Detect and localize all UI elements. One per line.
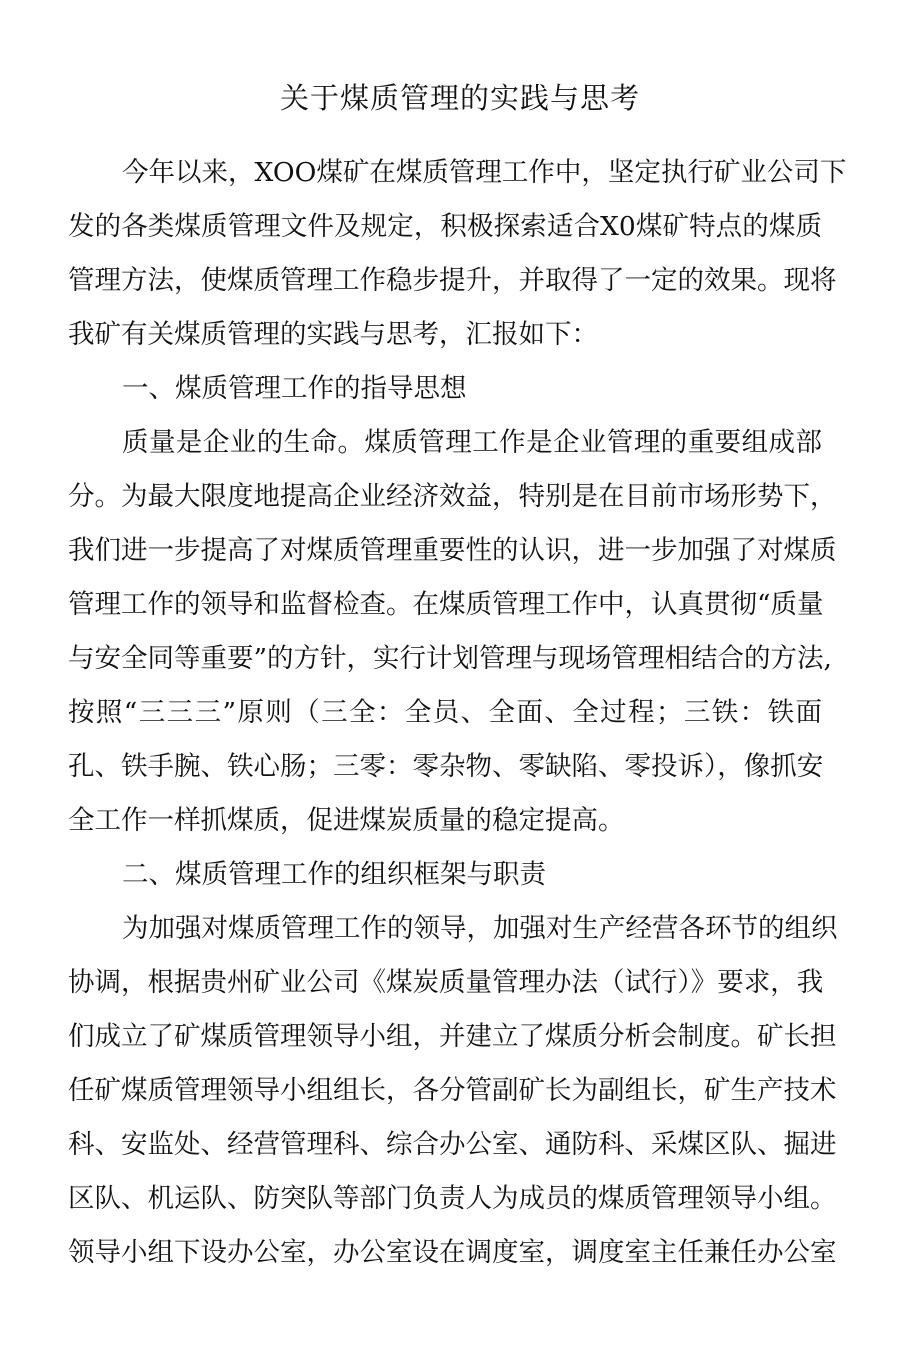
paragraph-line: 全工作一样抓煤质，促进煤炭质量的稳定提高。 [68, 805, 625, 836]
section-heading: 二、煤质管理工作的组织框架与职责 [122, 859, 546, 890]
paragraph-line: 与安全同等重要”的方针，实行计划管理与现场管理相结合的方法, [68, 643, 832, 674]
paragraph-line: 科、安监处、经营管理科、综合办公室、通防科、采煤区队、掘进 [68, 1129, 837, 1160]
paragraph-line: 我们进一步提高了对煤质管理重要性的认识，进一步加强了对煤质 [68, 535, 837, 566]
paragraph-line: 协调，根据贵州矿业公司《煤炭质量管理办法（试行）》要求，我 [68, 967, 824, 998]
paragraph-line: 今年以来，XOO煤矿在煤质管理工作中，坚定执行矿业公司下 [122, 157, 847, 188]
paragraph-line: 区队、机运队、防突队等部门负责人为成员的煤质管理领导小组。 [68, 1183, 837, 1214]
paragraph-line: 孔、铁手腕、铁心肠；三零：零杂物、零缺陷、零投诉），像抓安 [68, 751, 824, 782]
paragraph-line: 领导小组下设办公室，办公室设在调度室，调度室主任兼任办公室 [68, 1237, 837, 1268]
paragraph-line: 管理方法，使煤质管理工作稳步提升，并取得了一定的效果。现将 [68, 265, 837, 296]
paragraph-line: 发的各类煤质管理文件及规定，积极探索适合X0煤矿特点的煤质 [68, 211, 822, 242]
paragraph-line: 管理工作的领导和监督检查。在煤质管理工作中，认真贯彻“质量 [68, 589, 824, 620]
paragraph-line: 分。为最大限度地提高企业经济效益，特别是在目前市场形势下， [68, 481, 837, 512]
paragraph-line: 任矿煤质管理领导小组组长，各分管副矿长为副组长，矿生产技术 [68, 1075, 837, 1106]
paragraph-line: 为加强对煤质管理工作的领导，加强对生产经营各环节的组织 [122, 913, 838, 944]
paragraph-line: 质量是企业的生命。煤质管理工作是企业管理的重要组成部 [122, 427, 822, 458]
paragraph-line: 按照“三三三”原则（三全：全员、全面、全过程；三铁：铁面 [68, 697, 822, 728]
document-title: 关于煤质管理的实践与思考 [279, 81, 640, 115]
section-heading: 一、煤质管理工作的指导思想 [122, 373, 467, 404]
paragraph-line: 们成立了矿煤质管理领导小组，并建立了煤质分析会制度。矿长担 [68, 1021, 837, 1052]
paragraph-line: 我矿有关煤质管理的实践与思考，汇报如下： [68, 319, 598, 350]
